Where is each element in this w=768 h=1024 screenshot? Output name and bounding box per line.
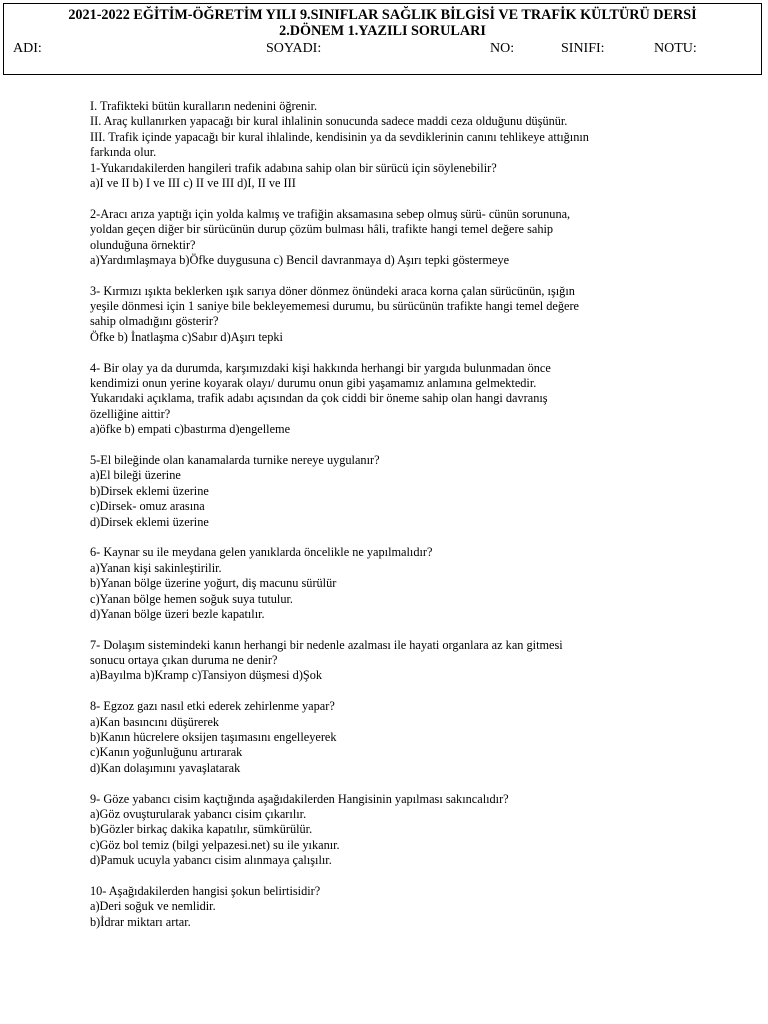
- exam-title: 2021-2022 EĞİTİM-ÖĞRETİM YILI 9.SINIFLAR SAĞLIK BİLGİSİ VE TRAFİK KÜLTÜRÜ DERSİ: [68, 7, 697, 23]
- question-list: [90, 99, 690, 930]
- question-spacer: [90, 345, 690, 360]
- question-text-line: b)Kanın hücrelere oksijen taşımasını engelleyerek: [90, 730, 337, 745]
- question-text-line: Öfke b) İnatlaşma c)Sabır d)Aşırı tepki: [90, 329, 283, 344]
- question-text-line: sahip olmadığını gösterir?: [90, 314, 219, 329]
- question-text-line: a)I ve II b) I ve III c) II ve III d)I, II ve III: [90, 175, 296, 190]
- question-text-line: 7- Dolaşım sistemindeki kanın herhangi bir nedenle azalması ile hayati organlara az kan gitmesi: [90, 637, 563, 652]
- question-text-line: yeşile dönmesi için 1 saniye bile bekleyememesi durumu, bu sürücünün trafikte hangi temel değere: [90, 299, 579, 314]
- question-spacer: [90, 622, 690, 637]
- question-text-line: b)İdrar miktarı artar.: [90, 914, 191, 929]
- question-text-line: b)Dirsek eklemi üzerine: [90, 483, 209, 498]
- question-text-line: b)Gözler birkaç dakika kapatılır, sümkürülür.: [90, 822, 313, 837]
- question-text-line: farkında olur.: [90, 145, 157, 160]
- question-text-line: III. Trafik içinde yapacağı bir kural ihlalinde, kendisinin ya da sevdiklerinin canını tehlikeye attığının: [90, 129, 589, 144]
- question-text-line: c)Dirsek- omuz arasına: [90, 499, 205, 514]
- question-text-line: a)öfke b) empati c)bastırma d)engelleme: [90, 422, 291, 437]
- question-spacer: [90, 438, 690, 453]
- question-text-line: I. Trafikteki bütün kuralların nedenini öğrenir.: [90, 99, 318, 113]
- question-block: [90, 99, 690, 191]
- question-block: [90, 207, 690, 269]
- question-spacer: [90, 191, 690, 206]
- question-text-line: a)Bayılma b)Kramp c)Tansiyon düşmesi d)Şok: [90, 668, 323, 683]
- question-text-line: özelliğine aittir?: [90, 406, 171, 421]
- question-text-line: 5-El bileğinde olan kanamalarda turnike nereye uygulanır?: [90, 452, 380, 467]
- question-text-line: 4- Bir olay ya da durumda, karşımızdaki kişi hakkında herhangi bir yargıda bulunmadan önce: [90, 360, 551, 375]
- question-spacer: [90, 268, 690, 283]
- question-text-line: sonucu ortaya çıkan duruma ne denir?: [90, 653, 278, 668]
- question-text-line: a)Yanan kişi sakinleştirilir.: [90, 560, 222, 575]
- question-text-line: 8- Egzoz gazı nasıl etki ederek zehirlenme yapar?: [90, 699, 335, 714]
- question-text-line: c)Yanan bölge hemen soğuk suya tutulur.: [90, 591, 293, 606]
- question-text-line: c)Göz bol temiz (bilgi yelpazesi.net) su ile yıkanır.: [90, 837, 340, 852]
- number-field-label: NO:: [490, 41, 515, 56]
- question-spacer: [90, 776, 690, 791]
- question-text-line: a)Göz ovuşturularak yabancı cisim çıkarılır.: [90, 806, 307, 821]
- question-text-line: kendimizi onun yerine koyarak olayı/ durumu onun gibi yaşamamız anlamına gelmektedir.: [90, 376, 537, 391]
- question-text-line: a)El bileği üzerine: [90, 468, 181, 483]
- class-field-label: SINIFI:: [561, 41, 605, 56]
- surname-field-label: SOYADI:: [266, 41, 322, 56]
- question-text-line: a)Kan basıncını düşürerek: [90, 714, 220, 729]
- question-spacer: [90, 684, 690, 699]
- question-text-line: yoldan geçen diğer bir sürücünün durup çözüm bulması hâli, trafikte hangi temel değere sahip: [90, 222, 554, 237]
- question-spacer: [90, 869, 690, 884]
- question-text-line: a)Yardımlaşmaya b)Öfke duygusuna c) Bencil davranmaya d) Aşırı tepki göstermeye: [90, 252, 510, 267]
- question-block: [90, 699, 690, 776]
- question-text-line: b)Yanan bölge üzerine yoğurt, diş macunu sürülür: [90, 576, 337, 591]
- name-field-label: ADI:: [13, 41, 42, 56]
- question-block: [90, 638, 690, 684]
- question-block: [90, 453, 690, 530]
- question-text-line: 10- Aşağıdakilerden hangisi şokun belirtisidir?: [90, 883, 321, 898]
- question-text-line: Yukarıdaki açıklama, trafik adabı açısından da çok ciddi bir öneme sahip olan hangi davranış: [90, 391, 548, 406]
- question-text-line: d)Kan dolaşımını yavaşlatarak: [90, 760, 241, 775]
- question-block: [90, 284, 690, 346]
- question-text-line: d)Dirsek eklemi üzerine: [90, 514, 209, 529]
- question-text-line: 2-Aracı arıza yaptığı için yolda kalmış ve trafiğin aksamasına sebep olmuş sürü- cünün sorununa,: [90, 206, 571, 221]
- question-text-line: c)Kanın yoğunluğunu artırarak: [90, 745, 243, 760]
- question-spacer: [90, 530, 690, 545]
- question-text-line: a)Deri soğuk ve nemlidir.: [90, 899, 216, 914]
- question-text-line: olunduğuna örnektir?: [90, 237, 196, 252]
- question-text-line: d)Pamuk ucuyla yabancı cisim alınmaya çalışılır.: [90, 853, 332, 868]
- question-block: [90, 884, 690, 930]
- question-block: [90, 545, 690, 622]
- question-text-line: d)Yanan bölge üzeri bezle kapatılır.: [90, 606, 265, 621]
- question-text-line: 1-Yukarıdakilerden hangileri trafik adabına sahip olan bir sürücü için söylenebilir?: [90, 160, 497, 175]
- question-text-line: 3- Kırmızı ışıkta beklerken ışık sarıya döner dönmez önündeki araca korna çalan sürücünün, ışığın: [90, 283, 575, 298]
- question-text-line: II. Araç kullanırken yapacağı bir kural ihlalinin sonucunda sadece maddi ceza olduğunu düşünür.: [90, 114, 568, 129]
- exam-subtitle: 2.DÖNEM 1.YAZILI SORULARI: [279, 23, 486, 39]
- question-block: [90, 361, 690, 438]
- question-text-line: 9- Göze yabancı cisim kaçtığında aşağıdakilerden Hangisinin yapılması sakıncalıdır?: [90, 791, 509, 806]
- question-text-line: 6- Kaynar su ile meydana gelen yanıklarda öncelikle ne yapılmalıdır?: [90, 545, 433, 560]
- question-block: [90, 792, 690, 869]
- grade-field-label: NOTU:: [654, 41, 697, 56]
- exam-header: [3, 3, 762, 75]
